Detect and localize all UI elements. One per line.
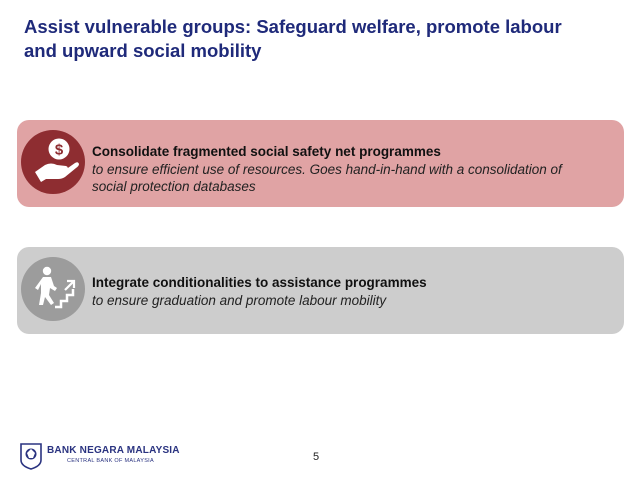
safety-net-card xyxy=(17,120,624,207)
person-climbing-stairs-icon xyxy=(21,257,85,321)
safety-net-icon-circle xyxy=(21,130,85,194)
page-number: 5 xyxy=(313,451,320,463)
conditionalities-icon-circle xyxy=(21,257,85,321)
conditionalities-body-line-1: to ensure graduation and promote labour mobility xyxy=(92,293,387,308)
conditionalities-body xyxy=(92,292,612,309)
svg-text:$: $ xyxy=(54,141,64,159)
safety-net-body-line-2: social protection databases xyxy=(92,179,256,194)
safety-net-body xyxy=(92,161,612,195)
bank-name: BANK NEGARA MALAYSIA xyxy=(47,445,180,456)
safety-net-text xyxy=(92,143,612,195)
conditionalities-card xyxy=(17,247,624,334)
hand-with-dollar-coin-icon xyxy=(21,130,85,194)
conditionalities-text xyxy=(92,274,612,309)
slide-title xyxy=(24,15,624,63)
safety-net-body-line-1: to ensure efficient use of resources. Goes hand-in-hand with a consolidation of xyxy=(92,162,562,177)
bank-subtitle: CENTRAL BANK OF MALAYSIA xyxy=(67,458,154,464)
slide-title-line-1: Assist vulnerable groups: Safeguard welfare, promote labour xyxy=(24,16,562,37)
slide-title-line-2: and upward social mobility xyxy=(24,40,262,61)
safety-net-heading: Consolidate fragmented social safety net programmes xyxy=(92,144,441,159)
conditionalities-heading: Integrate conditionalities to assistance programmes xyxy=(92,275,427,290)
